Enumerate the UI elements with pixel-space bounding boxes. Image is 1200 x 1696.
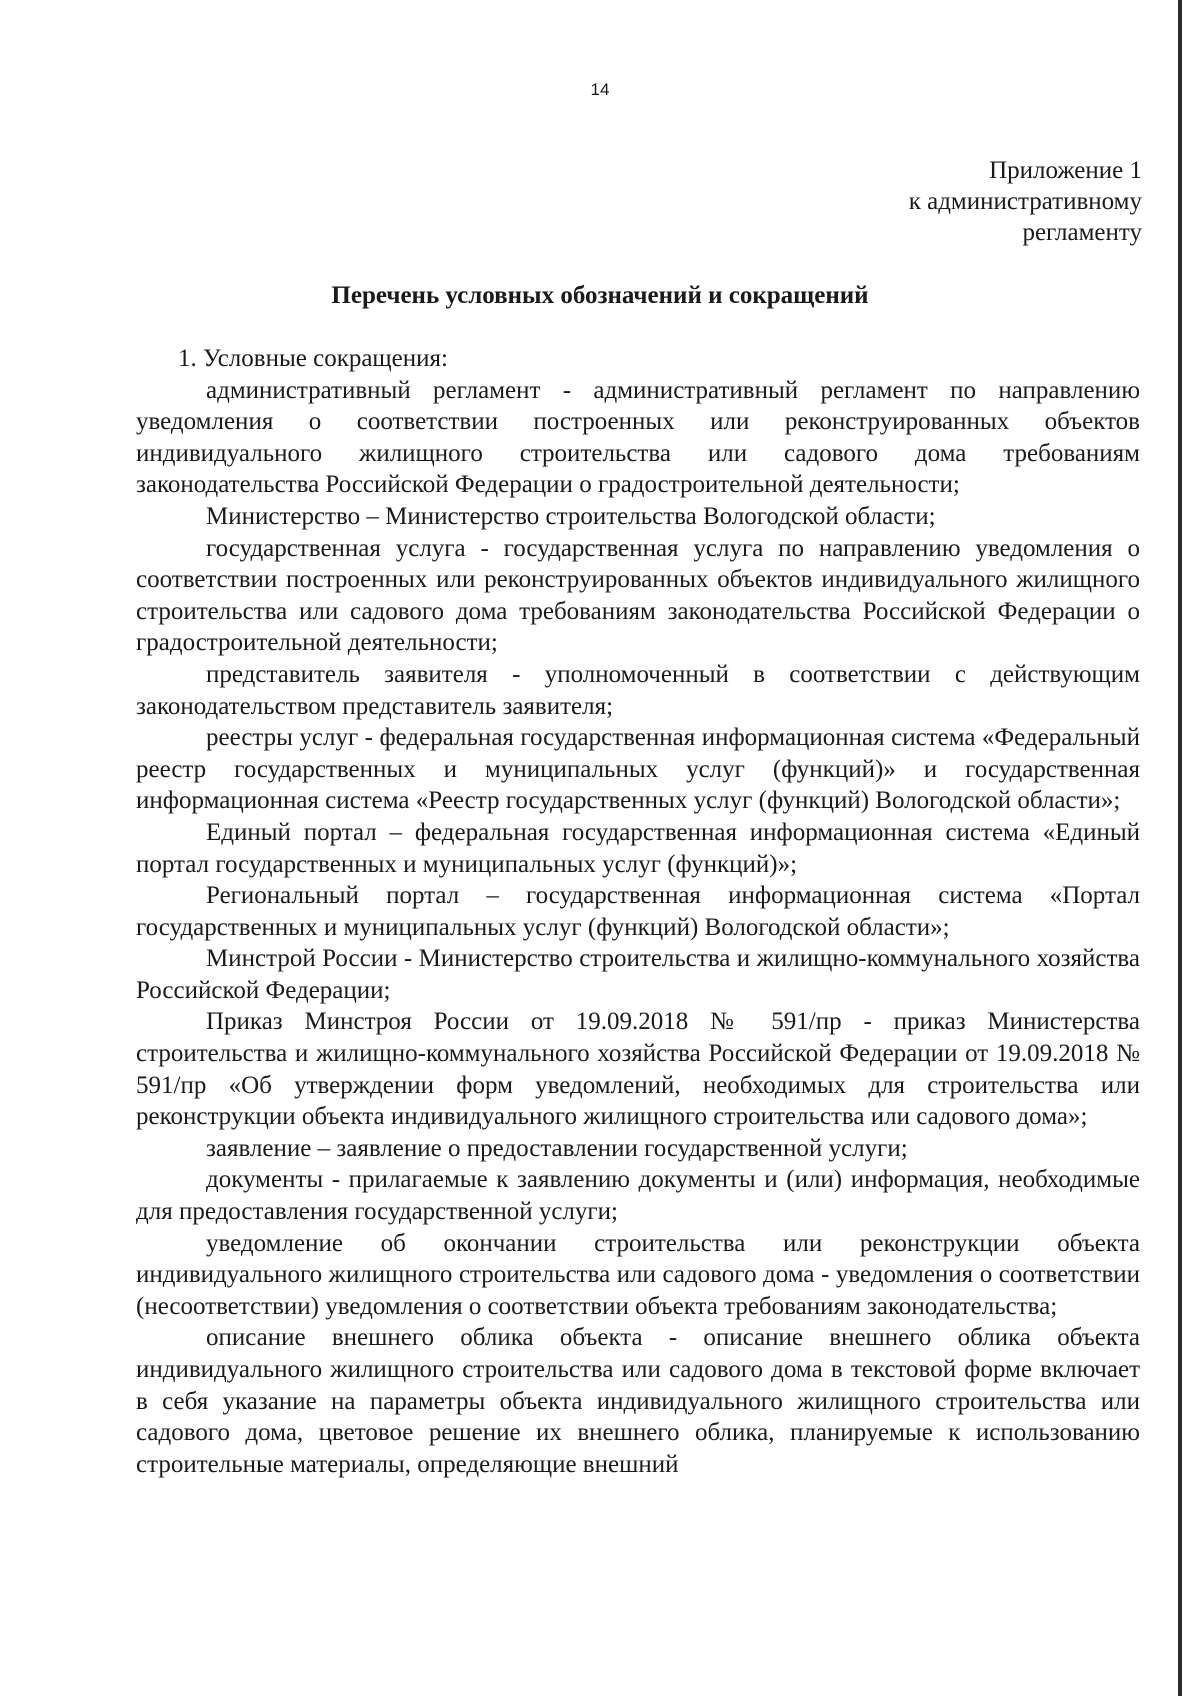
appendix-reference — [642, 155, 1142, 248]
definition-unified-portal: Единый портал – федеральная государственная информационная система «Единый портал государственных и муниципальных услуг (функций)»; — [136, 818, 1140, 878]
definition-service-registries: реестры услуг - федеральная государственная информационная система «Федеральный реестр государственных и муниципальных услуг (функций)» и государственная информационная система «Реестр государственных услуг (функций) Вологодской области»; — [136, 724, 1140, 815]
definition-completion-notice: уведомление об окончании строительства или реконструкции объекта индивидуального жилищного строительства или садового дома - уведомления о соответствии (несоответствии) уведомления о соответствии объекта требованиям законодательства; — [136, 1229, 1140, 1320]
appendix-line-2: к административному — [908, 188, 1142, 215]
definition-application: заявление – заявление о предоставлении государственной услуги; — [206, 1134, 908, 1162]
definition-exterior-description: описание внешнего облика объекта - описание внешнего облика объекта индивидуального жилищного строительства или садового дома в текстовой форме включает в себя указание на параметры объекта индивидуального жилищного строительства или садового дома, цветовое решение их внешнего облика, планируемые к использованию строительные материалы, определяющие внешний — [136, 1324, 1140, 1478]
appendix-line-3: регламенту — [1022, 219, 1142, 246]
page-number: 14 — [590, 80, 610, 99]
definition-ministry: Министерство – Министерство строительства Вологодской области; — [206, 502, 936, 530]
document-title: Перечень условных обозначений и сокращений — [331, 282, 869, 309]
appendix-line-1: Приложение 1 — [989, 157, 1142, 184]
definition-documents: документы - прилагаемые к заявлению документы и (или) информация, необходимые для предоставления государственной услуги; — [136, 1166, 1140, 1226]
definition-state-service: государственная услуга - государственная услуга по направлению уведомления о соответствии построенных или реконструированных объектов индивидуального жилищного строительства или садового дома требованиям законодательства Российской Федерации о градостроительной деятельности; — [136, 534, 1140, 657]
definition-regional-portal: Региональный портал – государственная информационная система «Портал государственных и муниципальных услуг (функций) Вологодской области»; — [136, 882, 1140, 941]
definition-administrative-regulation: административный регламент - административный регламент по направлению уведомления о соответствии построенных или реконструированных объектов индивидуального жилищного строительства или садового дома требованиям законодательства Российской Федерации о градостроительной деятельности; — [136, 376, 1140, 499]
document-body — [136, 343, 1140, 1480]
page-edge-line — [1178, 0, 1182, 1696]
definition-minstroy: Минстрой России - Министерство строительства и жилищно-коммунального хозяйства Российской Федерации; — [136, 945, 1140, 1004]
definition-applicant-representative: представитель заявителя - уполномоченный в соответствии с действующим законодательством представитель заявителя; — [136, 660, 1140, 720]
section-heading: 1. Условные сокращения: — [178, 345, 448, 372]
definition-minstroy-order: Приказ Минстроя России от 19.09.2018 № 591/пр - приказ Министерства строительства и жилищно-коммунального хозяйства Российской Федерации от 19.09.2018 № 591/пр «Об утверждении форм уведомлений, необходимых для строительства или реконструкции объекта индивидуального жилищного строительства или садового дома»; — [136, 1008, 1140, 1131]
